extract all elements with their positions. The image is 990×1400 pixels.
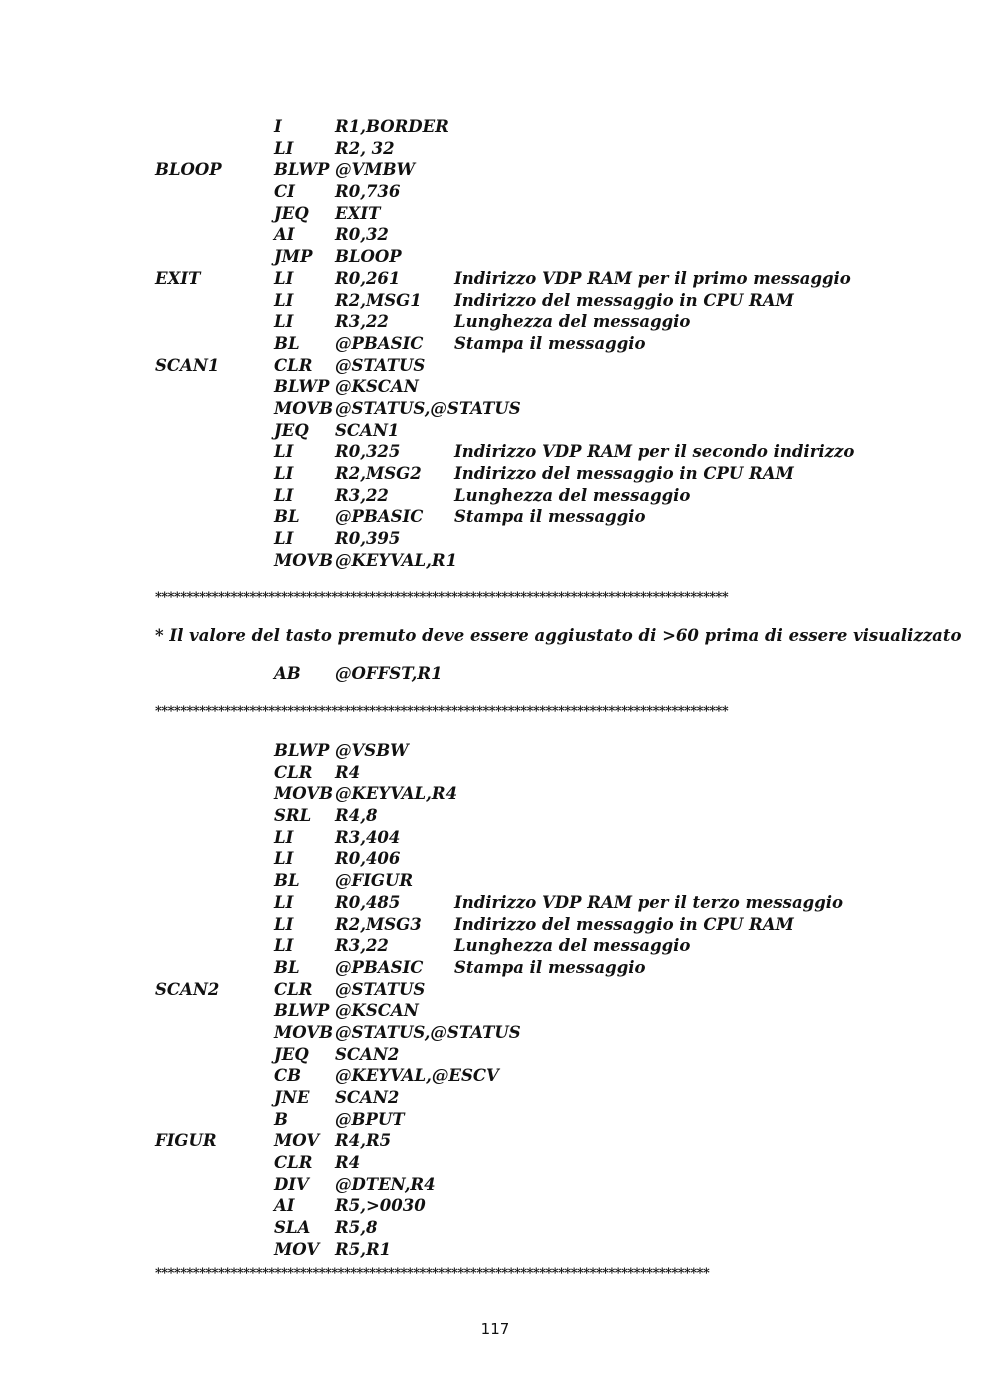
- code-comment: Lunghezza del messaggio: [454, 936, 691, 956]
- code-opcode: BLWP: [274, 377, 330, 397]
- code-opcode: JNE: [274, 1088, 310, 1107]
- code-label: BLOOP: [155, 160, 222, 180]
- code-opcode: BLWP: [274, 1001, 330, 1021]
- code-opcode: LI: [274, 936, 294, 956]
- code-operand: @PBASIC: [335, 957, 424, 977]
- code-comment: Indirizzo VDP RAM per il primo messaggio: [454, 268, 851, 288]
- code-opcode: CI: [274, 182, 295, 202]
- code-comment: Indirizzo del messaggio in CPU RAM: [454, 914, 794, 934]
- code-operand: @KSCAN: [335, 377, 419, 397]
- code-opcode: LI: [274, 442, 294, 462]
- code-opcode: AI: [274, 1196, 295, 1216]
- code-operand: R2,MSG3: [335, 914, 422, 934]
- code-label: EXIT: [155, 268, 201, 288]
- code-operand: SCAN2: [335, 1088, 400, 1107]
- code-operand: R0,736: [335, 182, 401, 202]
- code-opcode: CLR: [274, 1153, 313, 1173]
- code-opcode: MOVB: [274, 398, 334, 418]
- code-operand: R5,8: [335, 1218, 378, 1238]
- code-operand: R0,485: [335, 892, 401, 912]
- code-opcode: I: [274, 117, 282, 136]
- code-operand: R4: [335, 762, 361, 782]
- code-opcode: LI: [274, 914, 294, 934]
- code-label: SCAN2: [155, 979, 220, 999]
- code-opcode: LI: [274, 485, 294, 505]
- code-operand: R3,22: [335, 312, 389, 332]
- code-opcode: LI: [274, 849, 294, 869]
- code-opcode: AI: [274, 225, 295, 245]
- code-operand: R3,404: [335, 827, 401, 847]
- code-comment: Stampa il messaggio: [454, 333, 646, 353]
- code-opcode: BL: [274, 333, 300, 353]
- code-opcode: JEQ: [274, 203, 309, 223]
- code-opcode: CLR: [274, 979, 313, 999]
- code-operand: R0,325: [335, 442, 401, 462]
- code-operand: R4: [335, 1153, 361, 1173]
- code-operand: @OFFST,R1: [335, 664, 443, 683]
- code-opcode: LI: [274, 290, 294, 310]
- code-operand: SCAN2: [335, 1044, 400, 1064]
- code-operand: @VSBW: [335, 741, 409, 760]
- code-opcode: LI: [274, 827, 294, 847]
- code-operand: SCAN1: [335, 420, 400, 440]
- code-opcode: JMP: [274, 247, 313, 267]
- code-opcode: LI: [274, 529, 294, 549]
- code-opcode: AB: [274, 664, 301, 683]
- page-number: 117: [480, 1320, 510, 1338]
- separator-line: *******************************************************************************************: [155, 590, 729, 605]
- code-opcode: MOVB: [274, 550, 334, 570]
- code-comment: Indirizzo VDP RAM per il secondo indirizzo: [454, 442, 855, 462]
- code-operand: @STATUS: [335, 979, 426, 999]
- code-opcode: SLA: [274, 1218, 311, 1238]
- code-opcode: JEQ: [274, 1044, 309, 1064]
- code-operand: R0,395: [335, 529, 401, 549]
- code-operand: @KEYVAL,R1: [335, 550, 458, 570]
- code-operand: @PBASIC: [335, 333, 424, 353]
- code-operand: @KSCAN: [335, 1001, 419, 1021]
- code-operand: R4,8: [335, 806, 378, 826]
- code-operand: @KEYVAL,R4: [335, 784, 458, 804]
- code-operand: BLOOP: [335, 247, 402, 267]
- code-opcode: LI: [274, 138, 294, 158]
- code-operand: R0,261: [335, 268, 401, 288]
- code-note: * Il valore del tasto premuto deve essere aggiustato di >60 prima di essere visualizzato: [155, 626, 962, 645]
- code-operand: @STATUS,@STATUS: [335, 398, 521, 418]
- code-opcode: B: [274, 1109, 288, 1129]
- code-operand: R0,32: [335, 225, 389, 245]
- code-opcode: LI: [274, 268, 294, 288]
- code-operand: @DTEN,R4: [335, 1174, 436, 1194]
- code-opcode: BL: [274, 507, 300, 527]
- code-operand: R2, 32: [335, 138, 395, 158]
- code-opcode: BL: [274, 871, 300, 891]
- code-operand: @VMBW: [335, 160, 416, 180]
- separator-line: ****************************************************************************************: [155, 1266, 710, 1281]
- code-opcode: LI: [274, 312, 294, 332]
- code-label: FIGUR: [155, 1131, 217, 1151]
- code-opcode: BL: [274, 957, 300, 977]
- code-opcode: BLWP: [274, 741, 330, 760]
- code-operand: EXIT: [335, 203, 381, 223]
- code-comment: Indirizzo del messaggio in CPU RAM: [454, 464, 794, 483]
- code-label: SCAN1: [155, 355, 220, 375]
- code-comment: Indirizzo VDP RAM per il terzo messaggio: [454, 892, 844, 912]
- code-opcode: MOV: [274, 1239, 320, 1259]
- code-opcode: CLR: [274, 762, 313, 782]
- code-comment: Stampa il messaggio: [454, 507, 646, 527]
- code-operand: R0,406: [335, 849, 401, 869]
- code-opcode: LI: [274, 892, 294, 912]
- code-opcode: MOV: [274, 1131, 320, 1151]
- code-comment: Lunghezza del messaggio: [454, 485, 691, 505]
- code-comment: Lunghezza del messaggio: [454, 312, 691, 332]
- code-operand: @BPUT: [335, 1109, 405, 1129]
- code-operand: R3,22: [335, 485, 389, 505]
- code-comment: Stampa il messaggio: [454, 957, 646, 977]
- code-comment: Indirizzo del messaggio in CPU RAM: [454, 290, 794, 310]
- code-opcode: JEQ: [274, 420, 309, 440]
- code-opcode: DIV: [274, 1174, 309, 1194]
- code-operand: R1,BORDER: [335, 117, 449, 136]
- code-opcode: MOVB: [274, 784, 334, 804]
- code-opcode: CLR: [274, 355, 313, 375]
- code-opcode: LI: [274, 464, 294, 483]
- code-operand: R5,>0030: [335, 1196, 426, 1216]
- code-operand: @FIGUR: [335, 871, 414, 891]
- code-opcode: CB: [274, 1066, 302, 1086]
- code-operand: R5,R1: [335, 1239, 392, 1259]
- code-operand: R4,R5: [335, 1131, 392, 1151]
- separator-line: *******************************************************************************************: [155, 704, 729, 719]
- code-operand: @KEYVAL,@ESCV: [335, 1066, 499, 1086]
- code-operand: R2,MSG1: [335, 290, 422, 310]
- code-operand: @STATUS,@STATUS: [335, 1022, 521, 1042]
- code-opcode: BLWP: [274, 160, 330, 180]
- code-opcode: SRL: [274, 806, 312, 826]
- code-operand: @PBASIC: [335, 507, 424, 527]
- code-opcode: MOVB: [274, 1022, 334, 1042]
- code-operand: R3,22: [335, 936, 389, 956]
- code-operand: R2,MSG2: [335, 464, 422, 483]
- code-operand: @STATUS: [335, 355, 426, 375]
